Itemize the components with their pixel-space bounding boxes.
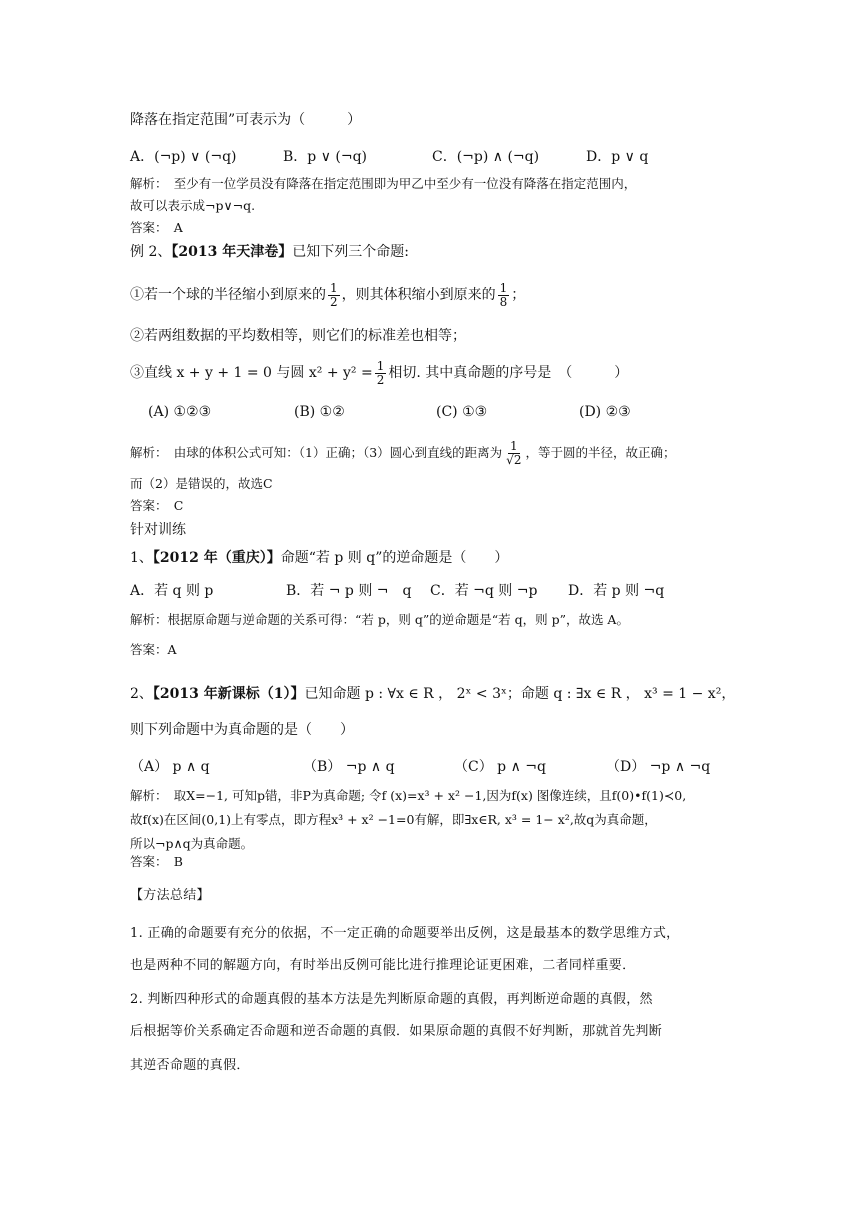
training-q1-prefix: 1、 (130, 550, 153, 566)
ex2-proposition-1 (130, 280, 525, 310)
training-q2-prefix: 2、 (130, 686, 153, 702)
training-q1-option-a: A．若 q 则 p (130, 583, 214, 599)
summary-point2-line2: 后根据等价关系确定否命题和逆否命题的真假．如果原命题的真假不好判断，那就首先判断 (130, 1024, 663, 1039)
training-q1-answer: 答案：A (130, 642, 177, 657)
ex2-option-b: (B) ①② (294, 404, 345, 420)
summary-point1-line2: 也是两种不同的解题方向，有时举出反例可能比进行推理论证更困难，二者同样重要． (130, 958, 636, 973)
ex2-option-a: (A) ①②③ (148, 404, 212, 420)
ex2-prefix: 例 2、 (130, 244, 172, 260)
q1-stem-tail: 降落在指定范围”可表示为（ ） (130, 112, 362, 128)
q1-option-b: B．p ∨ (¬q) (283, 149, 368, 165)
training-q1-source: 【2012 年（重庆）】 (152, 550, 281, 566)
q1-option-d: D．p ∨ q (586, 149, 649, 165)
summary-point2-line1: 2. 判断四种形式的命题真假的基本方法是先判断原命题的真假，再判断逆命题的真假，然 (130, 992, 653, 1007)
training-q2-option-d: （D） ¬p ∧ ¬q (606, 759, 711, 775)
training-q2-title (130, 684, 735, 704)
training-q1-option-b: B．若 ¬ p 则 ¬ q (286, 583, 412, 599)
ex2-title-rest: 已知下列三个命题: (292, 244, 409, 260)
training-q2-option-b: （B） ¬p ∧ q (303, 759, 395, 775)
q1-answer: 答案： A (130, 220, 183, 235)
q1-analysis-line1: 解析： 至少有一位学员没有降落在指定范围即为甲乙中至少有一位没有降落在指定范围内， (130, 176, 637, 191)
ex2-analysis-text-a: 解析： 由球的体积公式可知：（1）正确；（3）圆心到直线的距离为 (130, 445, 503, 460)
ex2-p1-text-a: ①若一个球的半径缩小到原来的 (130, 287, 326, 303)
ex2-title (130, 242, 409, 262)
training-q2-answer: 答案： B (130, 854, 183, 869)
training-q1-title (130, 548, 508, 568)
q1-analysis-line2: 故可以表示成¬p∨¬q. (130, 198, 256, 213)
ex2-p1-text-b: ，则其体积缩小到原来的 (341, 287, 496, 303)
ex2-analysis-line2: 而（2）是错误的，故选C (130, 476, 273, 491)
training-q2-analysis-line2: 故f(x)在区间(0,1)上有零点，即方程x³ + x² −1=0有解，即∃x∈R, x³ = 1− x²,故q为真命题， (130, 812, 657, 827)
training-q2-analysis-line3: 所以¬p∧q为真命题。 (130, 836, 254, 851)
training-q1-analysis: 解析：根据原命题与逆命题的关系可得：“若 p，则 q”的逆命题是“若 q，则 p”，故选 A。 (130, 612, 629, 627)
summary-heading: 【方法总结】 (130, 888, 210, 903)
ex2-p1-text-c: ； (511, 287, 526, 303)
q1-option-a: A．(¬p) ∨ (¬q) (130, 149, 237, 165)
ex2-proposition-3 (130, 358, 628, 388)
training-q1-stem: 命题“若 p 则 q”的逆命题是（ ） (280, 550, 509, 566)
training-q1-option-d: D．若 p 则 ¬q (568, 583, 665, 599)
fraction-one-eighth: $\frac{1}{8}$ (499, 280, 508, 309)
ex2-analysis-text-b: ，等于圆的半径，故正确； (525, 445, 676, 460)
training-q2-analysis-line1: 解析： 取X=−1, 可知p错，非P为真命题; 令f (x)=x³ + x² −1,因为f(x) 图像连续，且f(0)•f(1)≺0, (130, 788, 687, 803)
training-q2-option-c: （C） p ∧ ¬q (454, 759, 546, 775)
ex2-p3-text-b: 相切. 其中真命题的序号是 （ ） (388, 365, 629, 381)
ex2-source: 【2013 年天津卷】 (171, 244, 293, 260)
training-q2-stem: 已知命题 p : ∀x ∈ R ， 2ˣ < 3ˣ；命题 q : ∃x ∈ R ， x³ = 1 − x²， (304, 686, 736, 702)
summary-point2-line3: 其逆否命题的真假． (130, 1058, 250, 1073)
fraction-one-over-root2: $\frac{1}{√2}$ (506, 439, 522, 467)
training-heading: 针对训练 (130, 522, 186, 538)
q1-option-c: C．(¬p) ∧ (¬q) (432, 149, 540, 165)
training-q2-stem-2: 则下列命题中为真命题的是（ ） (130, 722, 354, 738)
training-q2-option-a: （A） p ∧ q (130, 759, 210, 775)
ex2-proposition-2: ②若两组数据的平均数相等，则它们的标准差也相等； (130, 328, 466, 344)
fraction-one-half: $\frac{1}{2}$ (330, 280, 338, 309)
fraction-one-half-circle: $\frac{1}{2}$ (376, 358, 385, 387)
ex2-option-d: (D) ②③ (579, 404, 631, 420)
ex2-p3-text-a: ③直线 x + y + 1 = 0 与圆 x² + y² = (130, 365, 373, 381)
training-q1-option-c: C．若 ¬q 则 ¬p (430, 583, 538, 599)
summary-point1-line1: 1. 正确的命题要有充分的依据，不一定正确的命题要举出反例，这是最基本的数学思维方式， (130, 926, 680, 941)
ex2-option-c: (C) ①③ (436, 404, 488, 420)
training-q2-source: 【2013 年新课标（1）】 (152, 686, 305, 702)
ex2-answer: 答案： C (130, 498, 184, 513)
ex2-analysis-line1 (130, 438, 675, 468)
